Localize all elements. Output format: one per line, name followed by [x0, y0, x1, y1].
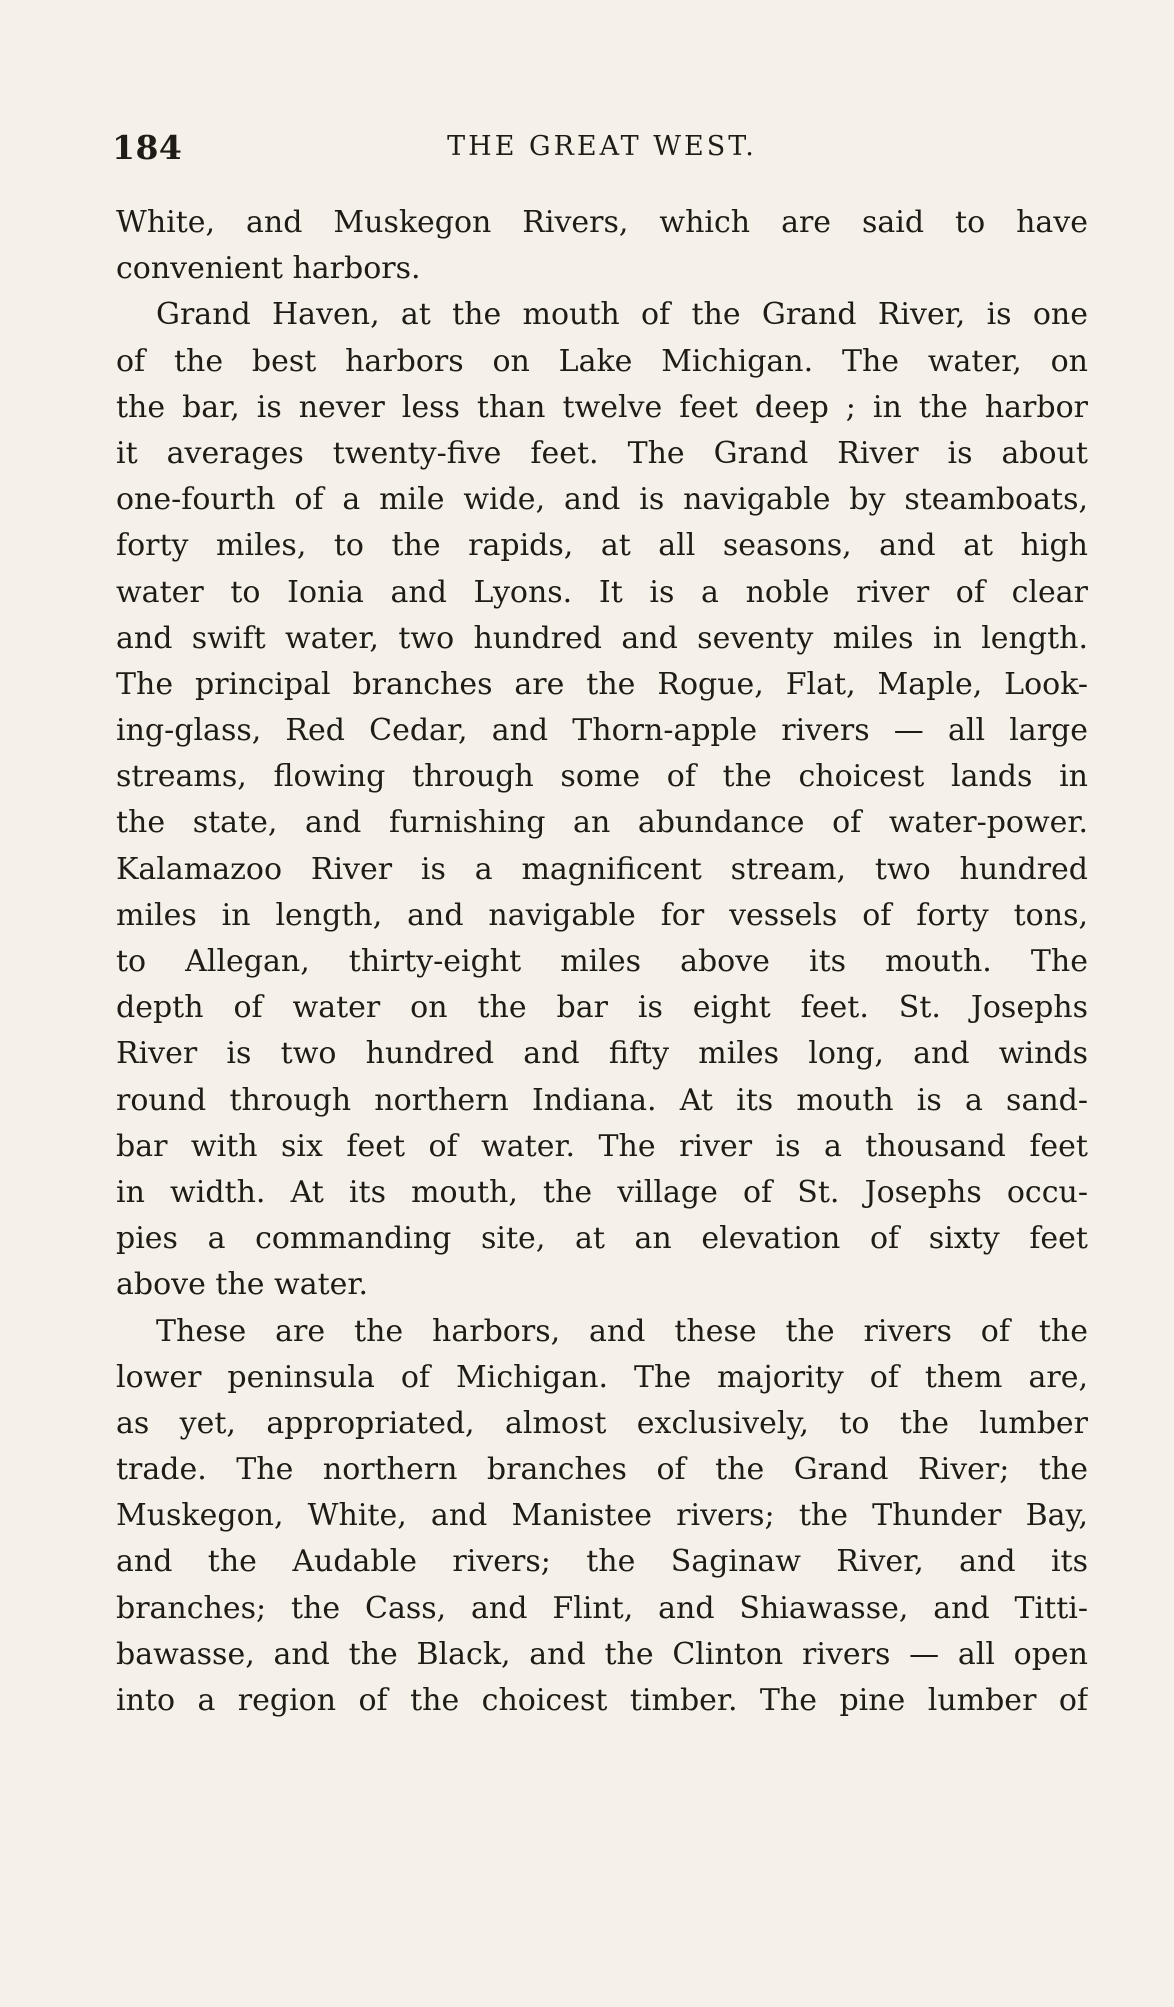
text-line: round through northern Indiana. At its mouth is a sand- [116, 1082, 1088, 1118]
text-line: pies a commanding site, at an elevation of sixty feet [116, 1221, 1088, 1257]
text-line: to Allegan, thirty-eight miles above its mouth. The [116, 944, 1088, 979]
text-line: trade. The northern branches of the Grand River; the [116, 1452, 1088, 1488]
text-line: miles in length, and navigable for vessels of forty tons, [116, 897, 1088, 933]
text-line: above the water. [116, 1267, 369, 1303]
text-line: lower peninsula of Michigan. The majority of them are, [116, 1359, 1088, 1395]
text-line: branches; the Cass, and Flint, and Shiawasse, and Titti- [116, 1590, 1088, 1626]
text-line: and the Audable rivers; the Saginaw River, and its [116, 1544, 1088, 1580]
text-line: and swift water, two hundred and seventy miles in length. [116, 620, 1088, 656]
text-line: the bar, is never less than twelve feet deep ; in the harbor [116, 389, 1088, 425]
text-line: convenient harbors. [116, 251, 421, 287]
text-line: streams, flowing through some of the choicest lands in [116, 759, 1088, 795]
text-line: forty miles, to the rapids, at all seasons, and at high [116, 528, 1088, 564]
text-line: These are the harbors, and these the rivers of the [156, 1313, 1088, 1349]
text-line: it averages twenty-five feet. The Grand River is about [116, 435, 1088, 471]
text-line: of the best harbors on Lake Michigan. The water, on [116, 343, 1088, 379]
text-line: water to Ionia and Lyons. It is a noble river of clear [116, 574, 1088, 610]
text-line: River is two hundred and fifty miles long, and winds [116, 1036, 1088, 1072]
text-line: White, and Muskegon Rivers, which are said to have [116, 205, 1088, 240]
text-line: Kalamazoo River is a magnificent stream, two hundred [116, 851, 1088, 887]
text-line: as yet, appropriated, almost exclusively, to the lumber [116, 1405, 1088, 1441]
text-line: in width. At its mouth, the village of St. Josephs occu- [116, 1174, 1088, 1210]
text-line: depth of water on the bar is eight feet. St. Josephs [116, 990, 1088, 1026]
text-line: one-fourth of a mile wide, and is navigable by steamboats, [116, 482, 1088, 518]
body-text [116, 200, 1088, 1724]
text-line: the state, and furnishing an abundance of water-power. [116, 805, 1088, 841]
text-line: ing-glass, Red Cedar, and Thorn-apple rivers — all large [116, 713, 1088, 749]
text-line: into a region of the choicest timber. The pine lumber of [116, 1683, 1088, 1718]
running-head [112, 128, 1092, 176]
running-title: THE GREAT WEST. [447, 131, 757, 162]
text-line: Muskegon, White, and Manistee rivers; the Thunder Bay, [116, 1498, 1088, 1534]
page-number: 184 [112, 128, 183, 167]
text-line: The principal branches are the Rogue, Flat, Maple, Look- [116, 666, 1088, 702]
text-line: bar with six feet of water. The river is a thousand feet [116, 1128, 1088, 1164]
text-line: Grand Haven, at the mouth of the Grand River, is one [156, 297, 1088, 333]
text-line: bawasse, and the Black, and the Clinton rivers — all open [116, 1636, 1088, 1672]
